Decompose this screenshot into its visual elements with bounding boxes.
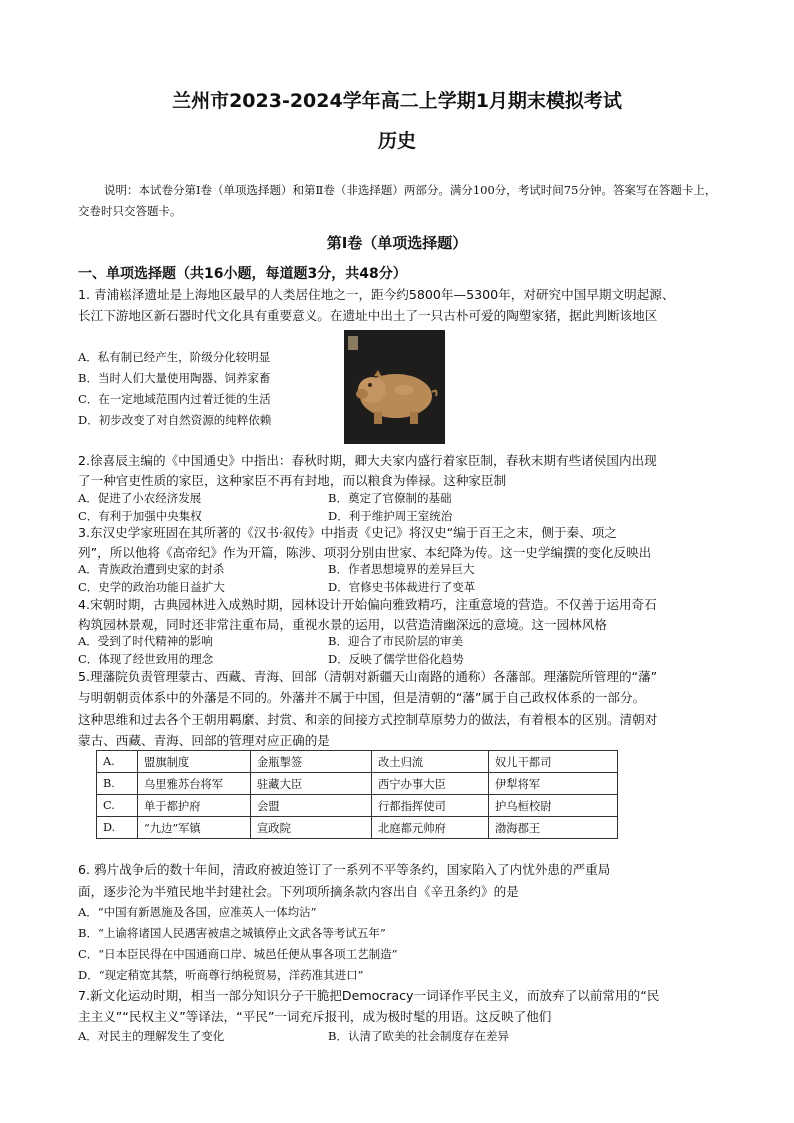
q2-option-d: D．利于维护周王室统治 — [328, 509, 453, 523]
q6-option-b: B．“上谕将诸国人民遇害被虐之城镇停止文武各等考试五年” — [78, 926, 386, 940]
pottery-pig-photo — [344, 330, 445, 444]
q6-stem-line-1: 6. 鸦片战争后的数十年间，清政府被迫签订了一系列不平等条约，国家陷入了内忧外患的严重局 — [78, 862, 611, 877]
q5-stem-line-4: 蒙古、西藏、青海、回部的管理对应正确的是 — [78, 733, 330, 748]
table-cell: 会盟 — [251, 795, 372, 817]
part-heading: 一、单项选择题（共16小题，每道题3分，共48分） — [78, 266, 407, 282]
q4-stem-line-1: 4.宋朝时期，古典园林进入成熟时期，园林设计开始偏向雅致精巧，注重意境的营造。不仅善于运用奇石 — [78, 597, 657, 612]
q5-options-table — [96, 750, 618, 839]
q3-stem-line-1: 3.东汉史学家班固在其所著的《汉书·叙传》中指责《史记》将汉史“编于百王之末，侧于秦、项之 — [78, 525, 617, 540]
table-cell: A. — [97, 751, 138, 773]
table-cell: 宣政院 — [251, 817, 372, 839]
q5-stem-line-1: 5.理藩院负责管理蒙古、西藏、青海、回部（清朝对新疆天山南路的通称）各藩部。理藩院所管理的“藩” — [78, 669, 658, 684]
table-cell: C. — [97, 795, 138, 817]
table-cell: 北庭都元帅府 — [372, 817, 489, 839]
q4-option-b: B．迎合了市民阶层的审美 — [328, 634, 463, 648]
q5-stem-line-2: 与明朝朝贡体系中的外藩是不同的。外藩并不属于中国，但是清朝的“藩”属于自己政权体系的一部分。 — [78, 690, 646, 705]
q1-option-a: A．私有制已经产生，阶级分化较明显 — [78, 350, 271, 364]
q3-option-d: D．官修史书体裁进行了变革 — [328, 580, 476, 594]
section-title: 第Ⅰ卷（单项选择题） — [326, 234, 468, 252]
q3-option-a: A．青族政治遭到史家的封杀 — [78, 562, 225, 576]
q2-option-c: C．有利于加强中央集权 — [78, 509, 202, 523]
table-cell: 奴儿干都司 — [489, 751, 618, 773]
q7-stem-line-1: 7.新文化运动时期，相当一部分知识分子干脆把Democracy一词译作平民主义，而放弃了以前常用的“民 — [78, 988, 660, 1003]
q2-option-b: B．奠定了官僚制的基础 — [328, 491, 452, 505]
q1-option-d: D．初步改变了对自然资源的纯粹依赖 — [78, 413, 272, 427]
q6-option-c: C．“日本臣民得在中国通商口岸、城邑任便从事各项工艺制造” — [78, 947, 398, 961]
q1-stem-line-1: 1. 青浦崧泽遗址是上海地区最早的人类居住地之一，距今约5800年—5300年，对研究中国早期文明起源、 — [78, 287, 675, 302]
q4-option-a: A．受到了时代精神的影响 — [78, 634, 213, 648]
q7-option-b: B．认清了欧美的社会制度存在差异 — [328, 1029, 509, 1043]
table-cell: 行都指挥使司 — [372, 795, 489, 817]
q1-option-b: B．当时人们大量使用陶器、饲养家畜 — [78, 371, 271, 385]
pottery-pig-image — [344, 330, 445, 444]
table-cell: B. — [97, 773, 138, 795]
table-row — [97, 817, 618, 839]
exam-instructions: 说明：本试卷分第Ⅰ卷（单项选择题）和第Ⅱ卷（非选择题）两部分。满分100分，考试时间75分钟。答案写在答题卡上，交卷时只交答题卡。 — [78, 183, 717, 218]
table-row — [97, 773, 618, 795]
q4-stem-line-2: 构筑园林景观，同时还非常注重布局，重视水景的运用，以营造清幽深远的意境。这一园林风格 — [78, 617, 607, 632]
q4-option-c: C．体现了经世致用的理念 — [78, 652, 214, 666]
q2-stem-line-2: 了一种官吏性质的家臣，这种家臣不再有封地，而以粮食为俸禄。这种家臣制 — [78, 473, 507, 488]
table-cell: 金瓶掣签 — [251, 751, 372, 773]
table-cell: D. — [97, 817, 138, 839]
q6-option-d: D．“现定稍宽其禁，听商尊行纳税贸易，洋药准其进口” — [78, 968, 364, 982]
table-cell: 盟旗制度 — [138, 751, 251, 773]
table-row — [97, 751, 618, 773]
table-cell: “九边”军镇 — [138, 817, 251, 839]
q1-stem-line-2: 长江下游地区新石器时代文化具有重要意义。在遗址中出土了一只古朴可爱的陶塑家猪，据此判断该地区 — [78, 308, 658, 323]
q5-stem-line-3: 这种思维和过去各个王朝用羁縻、封赏、和亲的间接方式控制草原势力的做法，有着根本的区别。清朝对 — [78, 712, 658, 727]
table-cell: 单于都护府 — [138, 795, 251, 817]
table-cell: 西宁办事大臣 — [372, 773, 489, 795]
q6-stem-line-2: 面，逐步沦为半殖民地半封建社会。下列项所摘条款内容出自《辛丑条约》的是 — [78, 884, 519, 899]
q3-stem-line-2: 列”，所以他将《高帝纪》作为开篇，陈涉、项羽分别由世家、本纪降为传。这一史学编撰的变化反映出 — [78, 545, 652, 560]
q3-option-c: C．史学的政治功能日益扩大 — [78, 580, 225, 594]
table-cell: 乌里雅苏台将军 — [138, 773, 251, 795]
table-cell: 改土归流 — [372, 751, 489, 773]
subject-title: 历史 — [377, 130, 416, 152]
q2-option-a: A．促进了小农经济发展 — [78, 491, 202, 505]
exam-title: 兰州市2023-2024学年高二上学期1月期末模拟考试 — [172, 90, 622, 112]
table-cell: 伊犁将军 — [489, 773, 618, 795]
q4-option-d: D．反映了儒学世俗化趋势 — [328, 652, 464, 666]
q6-option-a: A．“中国有新恩施及各国，应准英人一体均沾” — [78, 905, 317, 919]
table-row — [97, 795, 618, 817]
q3-option-b: B．作者思想境界的差异巨大 — [328, 562, 475, 576]
q7-option-a: A．对民主的理解发生了变化 — [78, 1029, 225, 1043]
q1-option-c: C．在一定地域范围内过着迁徙的生活 — [78, 392, 271, 406]
q7-stem-line-2: 主主义”“民权主义”等译法，“平民”一词充斥报刊，成为极时髦的用语。这反映了他们 — [78, 1009, 552, 1024]
table-cell: 驻藏大臣 — [251, 773, 372, 795]
q2-stem-line-1: 2.徐喜辰主编的《中国通史》中指出：春秋时期，卿大夫家内盛行着家臣制，春秋末期有些诸侯国内出现 — [78, 453, 657, 468]
table-cell: 护乌桓校尉 — [489, 795, 618, 817]
table-cell: 渤海郡王 — [489, 817, 618, 839]
